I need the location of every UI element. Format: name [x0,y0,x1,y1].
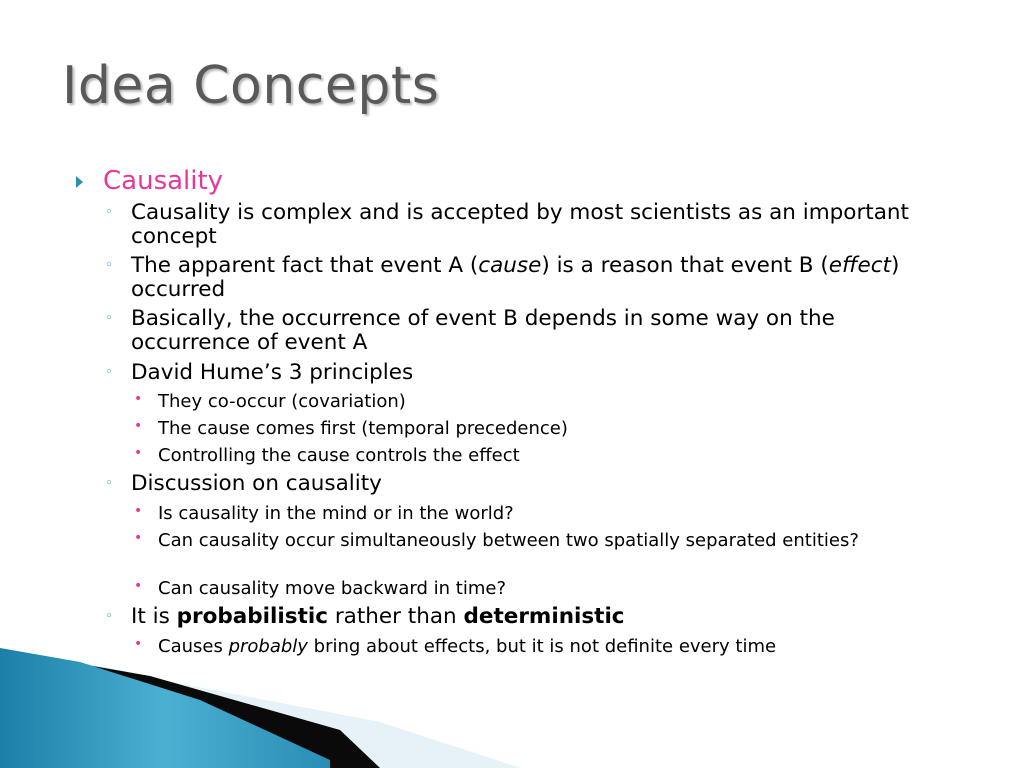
text-segment: ) is a reason that event B ( [541,253,829,278]
text-segment: bring about effects, but it is not definite every time [307,636,777,657]
bold-term-deterministic: deterministic [463,604,625,629]
sub-item: They co-occur (covariation) [158,391,406,412]
sub-item: Controlling the cause controls the effect [158,445,520,466]
bullet-item-1: Causality is complex and is accepted by most scientists as an important concept [131,200,909,249]
hollow-circle-bullet-icon: ◦ [105,609,113,624]
bullet-item-5: Discussion on causality [131,471,382,496]
bullet-item-4: David Hume’s 3 principles [131,360,414,385]
italic-term-probably: probably [228,636,308,657]
text-segment: The apparent fact that event A ( [131,253,479,278]
dot-bullet-icon: • [134,418,143,434]
hollow-circle-bullet-icon: ◦ [105,476,113,491]
hollow-circle-bullet-icon: ◦ [105,311,113,326]
heading-causality: Causality [103,166,224,196]
dot-bullet-icon: • [134,636,143,652]
sub-item: Can causality occur simultaneously between two spatially separated entities? [158,530,859,551]
hollow-circle-bullet-icon: ◦ [105,205,113,220]
dot-bullet-icon: • [134,578,143,594]
text-segment: rather than [327,604,464,629]
italic-term-effect: effect [828,253,891,278]
slide-title: Idea Concepts [62,56,440,116]
text-segment: It is [131,604,177,629]
sub-item: Is causality in the mind or in the world? [158,503,514,524]
italic-term-cause: cause [478,253,542,278]
sub-item: The cause comes first (temporal precedence) [158,418,568,439]
dot-bullet-icon: • [134,391,143,407]
bold-term-probabilistic: probabilistic [176,604,328,629]
dot-bullet-icon: • [134,530,143,546]
bullet-item-3: Basically, the occurrence of event B depends in some way on the occurrence of event A [131,306,835,355]
hollow-circle-bullet-icon: ◦ [105,365,113,380]
dot-bullet-icon: • [134,503,143,519]
dot-bullet-icon: • [134,445,143,461]
text-segment: Causes [158,636,229,657]
sub-item: Can causality move backward in time? [158,578,507,599]
hollow-circle-bullet-icon: ◦ [105,258,113,273]
text-segment: ) occurred [131,253,900,302]
